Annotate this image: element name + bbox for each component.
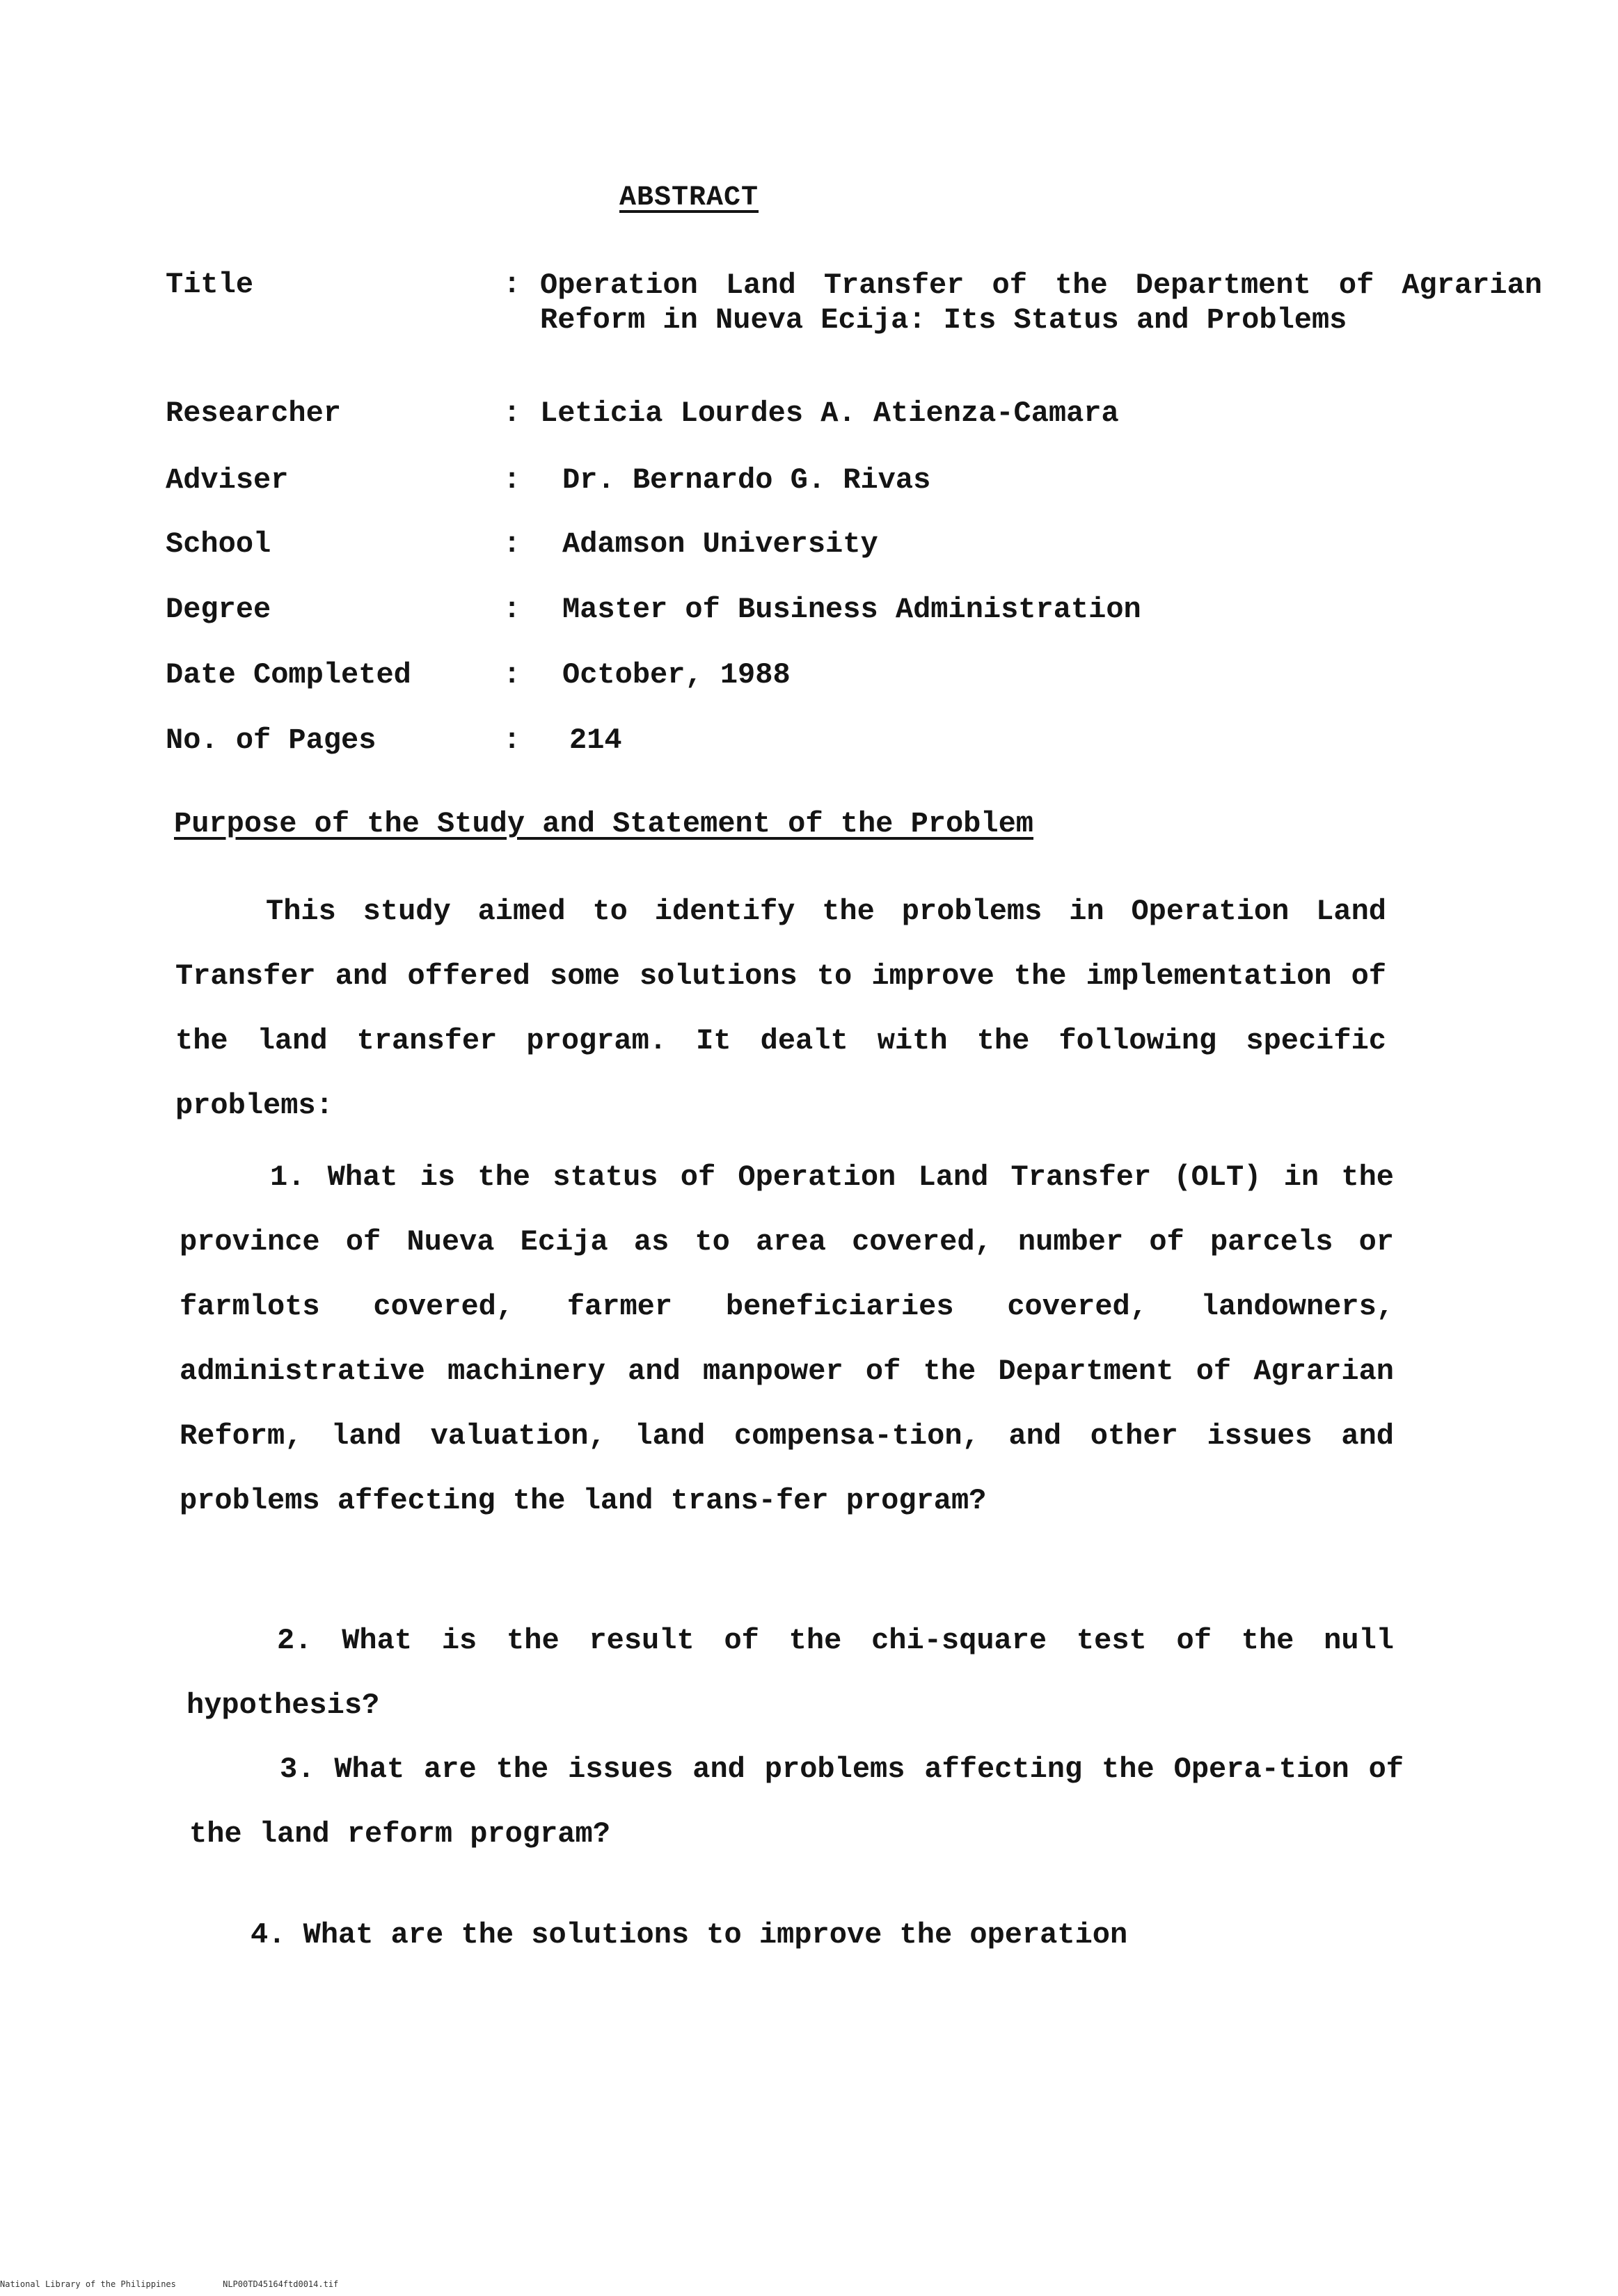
- problem-item-4: 4. What are the solutions to improve the operation: [251, 1918, 1128, 1952]
- footer-library: National Library of the Philippines: [0, 2279, 176, 2289]
- abstract-heading: ABSTRACT: [619, 182, 759, 214]
- meta-value: October, 1988: [562, 658, 791, 692]
- meta-value: Master of Business Administration: [562, 593, 1141, 626]
- meta-value: Operation Land Transfer of the Department of Agrarian Reform in Nueva Ecija: Its Status and Problems: [540, 269, 1542, 337]
- meta-value: Dr. Bernardo G. Rivas: [562, 463, 931, 497]
- meta-separator: :: [503, 593, 521, 626]
- meta-label: Adviser: [166, 463, 289, 497]
- intro-paragraph: This study aimed to identify the problems in Operation Land Transfer and offered some solutions to improve the implementation of the land transfer program. It dealt with the following specific problems:: [175, 895, 1386, 1122]
- problem-item-2: 2. What is the result of the chi-square test of the null hypothesis?: [187, 1624, 1394, 1722]
- meta-label: School: [166, 527, 271, 561]
- meta-value: 214: [569, 724, 622, 757]
- meta-label: Degree: [166, 593, 271, 626]
- meta-label: No. of Pages: [166, 724, 376, 757]
- meta-label: Date Completed: [166, 658, 411, 692]
- meta-label: Researcher: [166, 397, 342, 430]
- footer-filename: NLP00TD45164ftd0014.tif: [223, 2279, 339, 2289]
- meta-value: Leticia Lourdes A. Atienza-Camara: [540, 397, 1119, 430]
- meta-separator: :: [503, 463, 521, 497]
- meta-separator: :: [503, 724, 521, 757]
- problem-item-1: 1. What is the status of Operation Land Transfer (OLT) in the province of Nueva Ecija as to area covered, number of parcels or farmlots covered, farmer beneficiaries covered, landowners, administrative machinery and manpower of the Department of Agrarian Reform, land valuation, land compensa-tion, and other issues and problems affecting the land trans-fer program?: [180, 1161, 1394, 1517]
- meta-value: Adamson University: [562, 527, 878, 561]
- meta-label: Title: [166, 268, 254, 301]
- section-title: Purpose of the Study and Statement of the Problem: [174, 807, 1034, 840]
- meta-separator: :: [503, 268, 521, 301]
- meta-separator: :: [503, 658, 521, 692]
- meta-separator: :: [503, 527, 521, 561]
- problem-item-3: 3. What are the issues and problems affecting the Opera-tion of the land reform program?: [189, 1753, 1404, 1851]
- scan-footer: [0, 2279, 338, 2289]
- meta-separator: :: [503, 397, 521, 430]
